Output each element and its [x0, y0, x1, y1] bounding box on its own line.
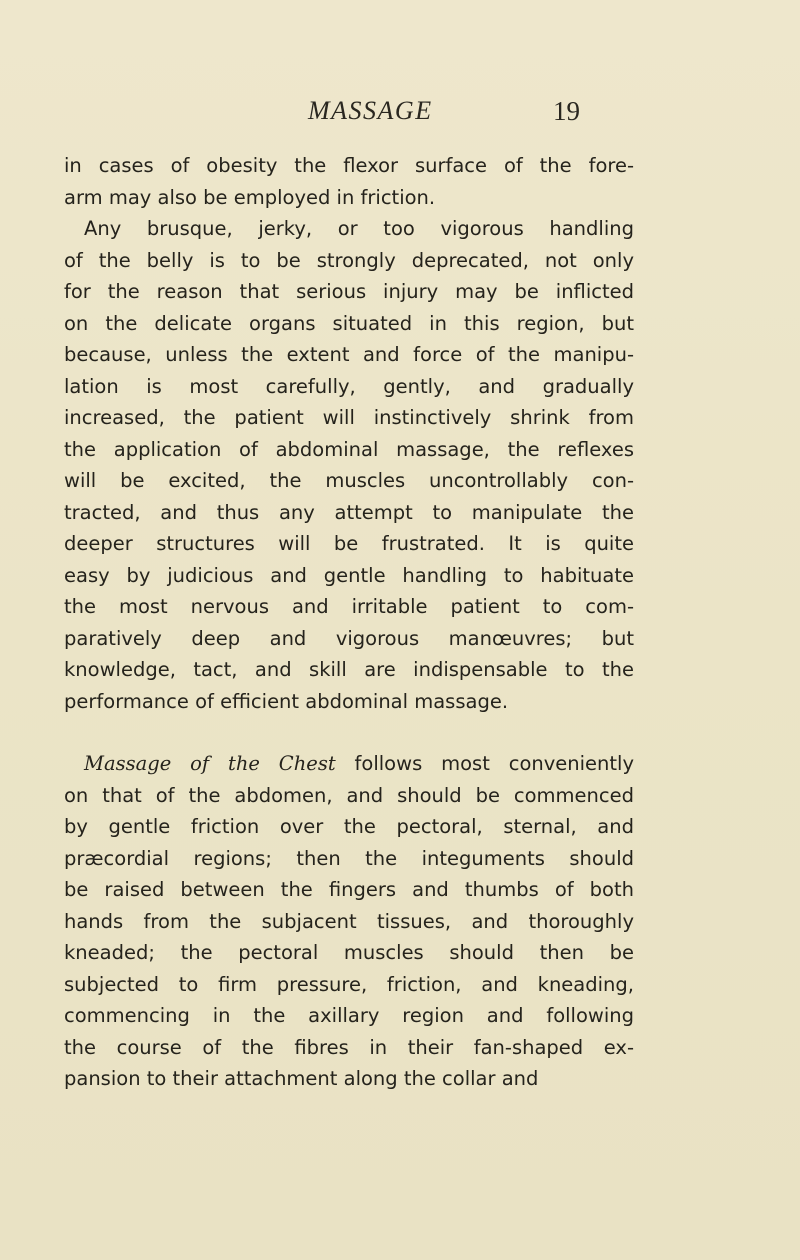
heading-line-rest: follows most conveniently: [335, 752, 635, 775]
text-line: hands from the subjacent tissues, and thoroughly: [64, 909, 634, 933]
text-line: Any brusque, jerky, or too vigorous handling: [84, 217, 634, 240]
page-number: 19: [553, 96, 580, 126]
text-line: præcordial regions; then the integuments should: [64, 846, 634, 870]
text-line: be raised between the fingers and thumbs of both: [64, 878, 634, 901]
text-line: [64, 748, 634, 780]
text-line: subjected to firm pressure, friction, and kneading,: [64, 972, 634, 996]
text-line: pansion to their attachment along the collar and: [64, 1067, 539, 1090]
text-line: lation is most carefully, gently, and gradually: [64, 374, 634, 398]
text-line: on that of the abdomen, and should be commenced: [64, 783, 634, 807]
paragraph-2: [64, 213, 634, 717]
text-line: on the delicate organs situated in this region, but: [64, 311, 634, 335]
text-line: tracted, and thus any attempt to manipulate the: [64, 500, 634, 524]
text-line: the course of the fibres in their fan-shaped ex-: [64, 1035, 634, 1059]
text-line: deeper structures will be frustrated. It is quite: [64, 532, 634, 555]
text-line: arm may also be employed in friction.: [64, 185, 436, 209]
text-line: the application of abdominal massage, the reflexes: [64, 437, 634, 461]
text-line: commencing in the axillary region and following: [64, 1004, 634, 1027]
text-line: in cases of obesity the flexor surface of the fore-: [64, 154, 634, 177]
text-line: because, unless the extent and force of the manipu-: [64, 343, 634, 366]
paragraph-1: [64, 150, 634, 213]
text-line: easy by judicious and gentle handling to habituate: [64, 563, 634, 587]
text-line: paratively deep and vigorous manœuvres; but: [64, 626, 634, 650]
text-line: knowledge, tact, and skill are indispensable to the: [64, 658, 634, 681]
text-line: kneaded; the pectoral muscles should then be: [64, 941, 634, 964]
text-line: by gentle friction over the pectoral, sternal, and: [64, 815, 634, 838]
body-text: [64, 150, 634, 1095]
text-line: for the reason that serious injury may be inflicted: [64, 280, 634, 303]
text-line: performance of efficient abdominal massage.: [64, 689, 509, 713]
text-line: of the belly is to be strongly deprecated, not only: [64, 248, 634, 272]
paragraph-3: [64, 748, 634, 1095]
page-header: [0, 96, 800, 140]
text-line: increased, the patient will instinctively shrink from: [64, 406, 634, 429]
paragraph-gap: [64, 717, 634, 748]
section-heading-italic: Massage of the Chest: [84, 752, 336, 775]
text-line: will be excited, the muscles uncontrollably con-: [64, 469, 634, 492]
running-title: MASSAGE: [308, 96, 433, 125]
text-line: the most nervous and irritable patient to com-: [64, 595, 634, 618]
